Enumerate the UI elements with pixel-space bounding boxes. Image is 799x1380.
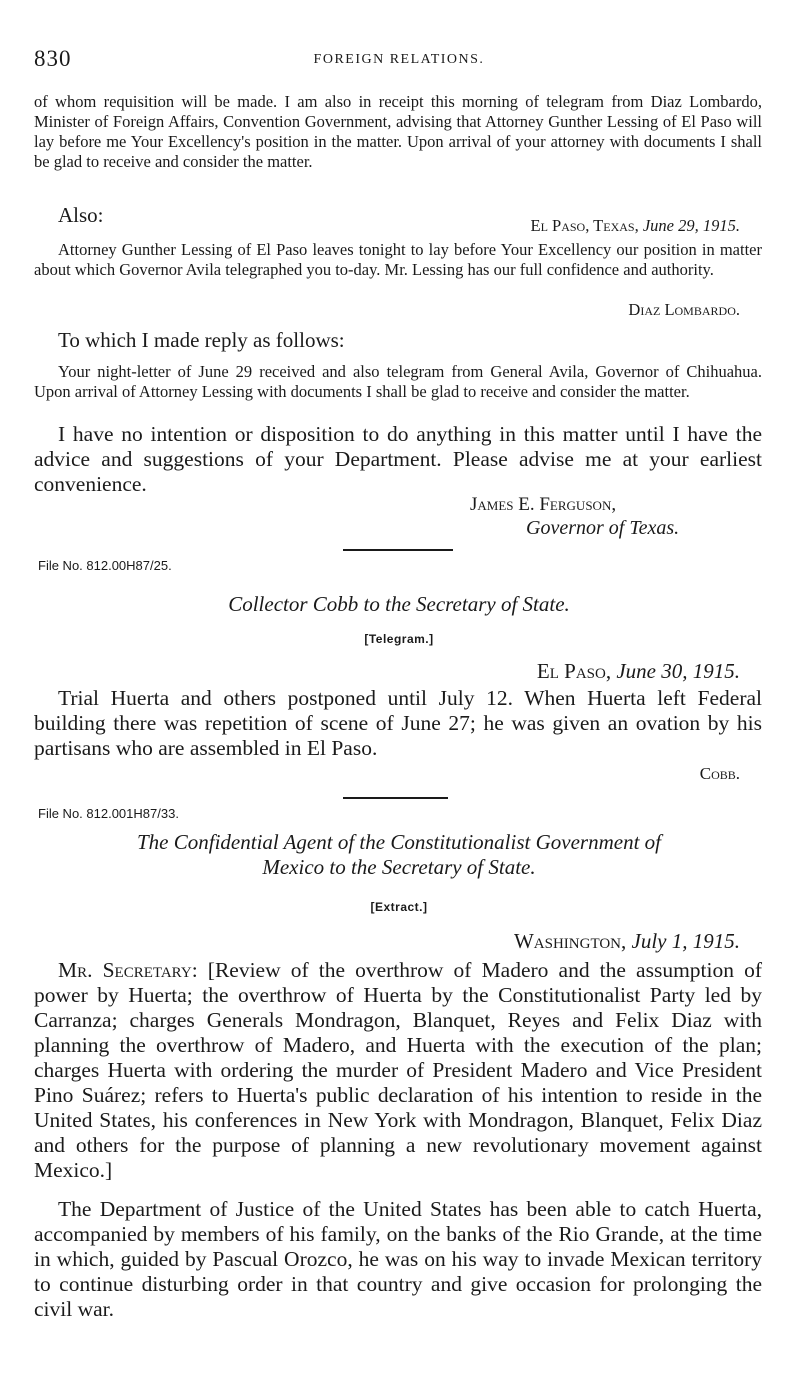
- dateline-washington: [300, 929, 740, 954]
- governor-paragraph: I have no intention or disposition to do anything in this matter until I have the advice and suggestions of your Department. Please advise me at your earliest convenience.: [34, 422, 762, 496]
- section-divider: [343, 797, 448, 799]
- page-header: [34, 46, 764, 86]
- dateline-place: El Paso, Texas,: [530, 216, 639, 235]
- title-line: The Confidential Agent of the Constitutionalist Government of: [136, 830, 661, 854]
- review-text: [Review of the overthrow of Madero and the assumption of power by Huerta; the overthrow of Huerta by the Constitutionalist Party led by Carranza; charges Generals Mondragon, Blanquet, Reyes and Felix Diaz with planning the overthrow of Madero, and Huerta with the execution of the plan; charges Huerta with ordering the murder of President Madero and Vice President Pino Suárez; refers to Huerta's public declaration of his intention to reside in the United States, his conferences in New York with Mondragon, Blanquet, Felix Diaz and others for the purpose of planning a new revolutionary movement against Mexico.]: [34, 958, 762, 1182]
- continued-paragraph: of whom requisition will be made. I am also in receipt this morning of telegram from Diaz Lombardo, Minister of Foreign Affairs, Convention Government, advising that Attorney Gunther Lessing of El Paso will lay before me Your Excellency's position in the matter. Upon arrival of your attorney with documents I shall be glad to receive and consider the matter.: [34, 92, 762, 171]
- document-title: [34, 830, 764, 880]
- department-of-justice-paragraph: The Department of Justice of the United States has been able to catch Huerta, accompanied by members of his family, on the banks of the Rio Grande, at the time in which, guided by Pascual Orozco, he was on his way to invade Mexican territory to continue disturbing order in that country and give occasion for prolonging the civil war.: [34, 1197, 762, 1321]
- signer-name: James E. Ferguson,: [470, 494, 617, 515]
- page-number: 830: [34, 46, 72, 71]
- document-title: Collector Cobb to the Secretary of State.: [228, 592, 570, 616]
- reply-paragraph: Your night-letter of June 29 received and also telegram from General Avila, Governor of Chihuahua. Upon arrival of Attorney Lessing with documents I shall be glad to receive and consider the matter.: [34, 362, 762, 401]
- dateline-date: July 1, 1915.: [631, 929, 740, 953]
- salutation: Mr. Secretary:: [58, 958, 198, 982]
- dateline-date: June 29, 1915.: [642, 216, 740, 235]
- signature-diaz-lombardo: Diaz Lombardo.: [628, 300, 740, 319]
- signature-name: [470, 494, 616, 516]
- document-type-label: [Telegram.]: [364, 632, 434, 646]
- cobb-telegram-paragraph: Trial Huerta and others postponed until July 12. When Huerta left Federal building there was repetition of scene of June 27; he was given an ovation by his partisans who are assembled in El Paso.: [34, 686, 762, 760]
- dateline-el-paso: [300, 659, 740, 684]
- file-number: File No. 812.00H87/25.: [38, 558, 172, 573]
- review-paragraph: [34, 958, 762, 1183]
- file-number: File No. 812.001H87/33.: [38, 806, 179, 821]
- running-head: FOREIGN RELATIONS.: [313, 52, 485, 67]
- dateline-el-paso-texas: [300, 216, 740, 236]
- title-line: Mexico to the Secretary of State.: [262, 855, 536, 879]
- dateline-place: El Paso,: [536, 659, 612, 683]
- document-type-label: [Extract.]: [370, 900, 428, 914]
- also-label: Also:: [58, 203, 104, 227]
- telegram-paragraph: Attorney Gunther Lessing of El Paso leaves tonight to lay before Your Excellency our position in matter about which Governor Avila telegraphed you to-day. Mr. Lessing has our full confidence and authority.: [34, 240, 762, 279]
- signature-title: Governor of Texas.: [526, 517, 680, 539]
- signature-cobb: Cobb.: [699, 764, 740, 783]
- reply-intro: To which I made reply as follows:: [58, 328, 345, 352]
- section-divider: [343, 549, 453, 551]
- dateline-date: June 30, 1915.: [616, 659, 740, 683]
- dateline-place: Washington,: [513, 929, 627, 953]
